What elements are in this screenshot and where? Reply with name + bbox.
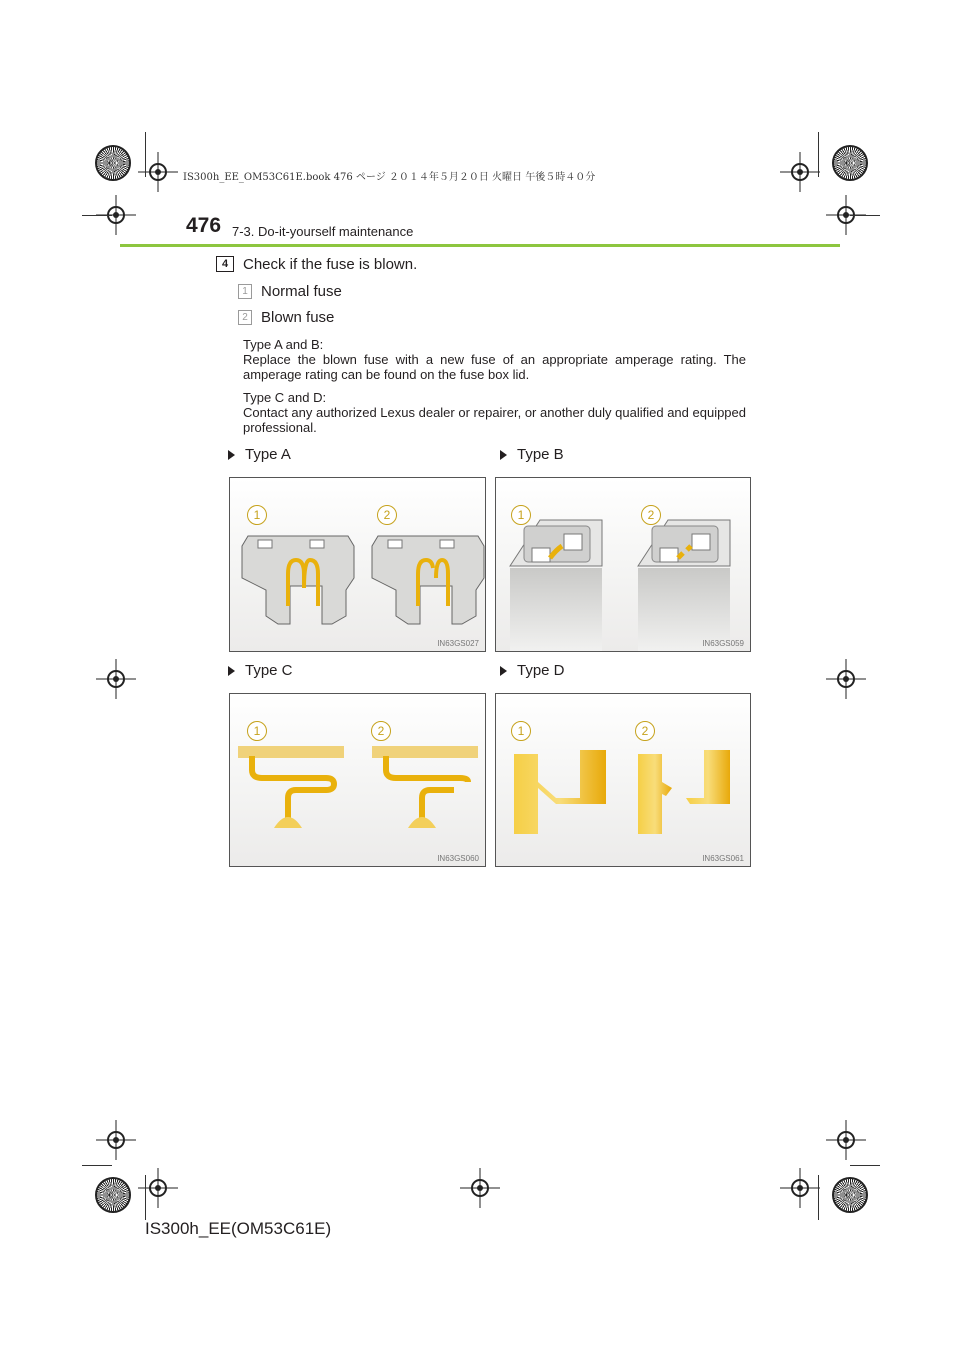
figure-type-b <box>495 477 751 652</box>
figure-code: IN63GS059 <box>702 639 744 648</box>
callout-blown-fuse: 2 <box>377 505 397 525</box>
crosshair-icon <box>826 659 866 699</box>
registration-wheel-bottom-right <box>832 1177 868 1213</box>
fuse-type-d-illustration <box>496 694 751 867</box>
crosshair-icon <box>96 659 136 699</box>
triangle-bullet-icon <box>500 666 507 676</box>
callout-blown-fuse: 2 <box>635 721 655 741</box>
figure-label-type-d: Type D <box>500 662 565 679</box>
crosshair-icon <box>826 1120 866 1160</box>
trim-line <box>145 1175 146 1220</box>
note-type-a-b <box>243 337 746 382</box>
crosshair-icon <box>138 152 178 192</box>
step-instruction: Check if the fuse is blown. <box>243 256 418 273</box>
fuse-type-b-illustration <box>496 478 751 652</box>
crosshair-icon <box>138 1168 178 1208</box>
trim-line <box>82 1165 112 1166</box>
figure-code: IN63GS027 <box>437 639 479 648</box>
trim-line <box>82 215 112 216</box>
callout-normal-fuse: 1 <box>247 721 267 741</box>
crosshair-icon <box>96 1120 136 1160</box>
fuse-type-c-illustration <box>230 694 486 867</box>
fuse-normal-icon <box>238 746 344 828</box>
callout-normal-fuse: 1 <box>511 721 531 741</box>
triangle-bullet-icon <box>500 450 507 460</box>
callout-blown-fuse: 2 <box>641 505 661 525</box>
callout-normal-fuse: 1 <box>247 505 267 525</box>
triangle-bullet-icon <box>228 666 235 676</box>
figure-code: IN63GS060 <box>437 854 479 863</box>
callout-normal-fuse: 1 <box>511 505 531 525</box>
section-title: 7-3. Do-it-yourself maintenance <box>232 224 414 239</box>
registration-wheel-bottom-left <box>95 1177 131 1213</box>
triangle-bullet-icon <box>228 450 235 460</box>
fuse-blown-icon <box>372 746 478 828</box>
print-stamp: IS300h_EE_OM53C61E.book 476 ページ ２０１４年５月２０日 火曜日 午後５時４０分 <box>183 172 596 183</box>
note-body: Replace the blown fuse with a new fuse of an appropriate amperage rating. The amperage rating can be found on the fuse box lid. <box>243 352 746 382</box>
registration-wheel-top-left <box>95 145 131 181</box>
note-heading: Type A and B: <box>243 337 324 352</box>
item-label: Normal fuse <box>261 283 342 300</box>
fuse-blown-icon <box>638 750 730 834</box>
document-footer: IS300h_EE(OM53C61E) <box>145 1219 332 1238</box>
fuse-normal-icon <box>242 536 354 624</box>
crosshair-icon <box>460 1168 500 1208</box>
crosshair-icon <box>780 152 820 192</box>
callout-blown-fuse: 2 <box>371 721 391 741</box>
figure-type-c <box>229 693 486 867</box>
figure-code: IN63GS061 <box>702 854 744 863</box>
header-rule <box>120 244 840 247</box>
trim-line <box>850 215 880 216</box>
figure-type-d <box>495 693 751 867</box>
note-type-c-d <box>243 390 746 435</box>
fuse-normal-icon <box>514 750 606 834</box>
fuse-type-a-illustration <box>230 478 486 652</box>
item-label: Blown fuse <box>261 309 335 326</box>
figure-label-type-b: Type B <box>500 446 564 463</box>
note-heading: Type C and D: <box>243 390 327 405</box>
figure-label-type-c: Type C <box>228 662 293 679</box>
trim-line <box>818 1175 819 1220</box>
trim-line <box>145 132 146 177</box>
trim-line <box>818 132 819 177</box>
item-number: 1 <box>238 284 252 299</box>
figure-label-type-a: Type A <box>228 446 291 463</box>
item-number: 2 <box>238 310 252 325</box>
note-body: Contact any authorized Lexus dealer or repairer, or another duly qualified and equipped professional. <box>243 405 747 435</box>
fuse-blown-icon <box>372 536 484 624</box>
fuse-blown-icon <box>638 520 730 652</box>
step-number-badge: 4 <box>216 256 234 272</box>
registration-wheel-top-right <box>832 145 868 181</box>
trim-line <box>850 1165 880 1166</box>
fuse-normal-icon <box>510 520 602 652</box>
figure-type-a <box>229 477 486 652</box>
page-number: 476 <box>186 214 222 237</box>
crosshair-icon <box>780 1168 820 1208</box>
